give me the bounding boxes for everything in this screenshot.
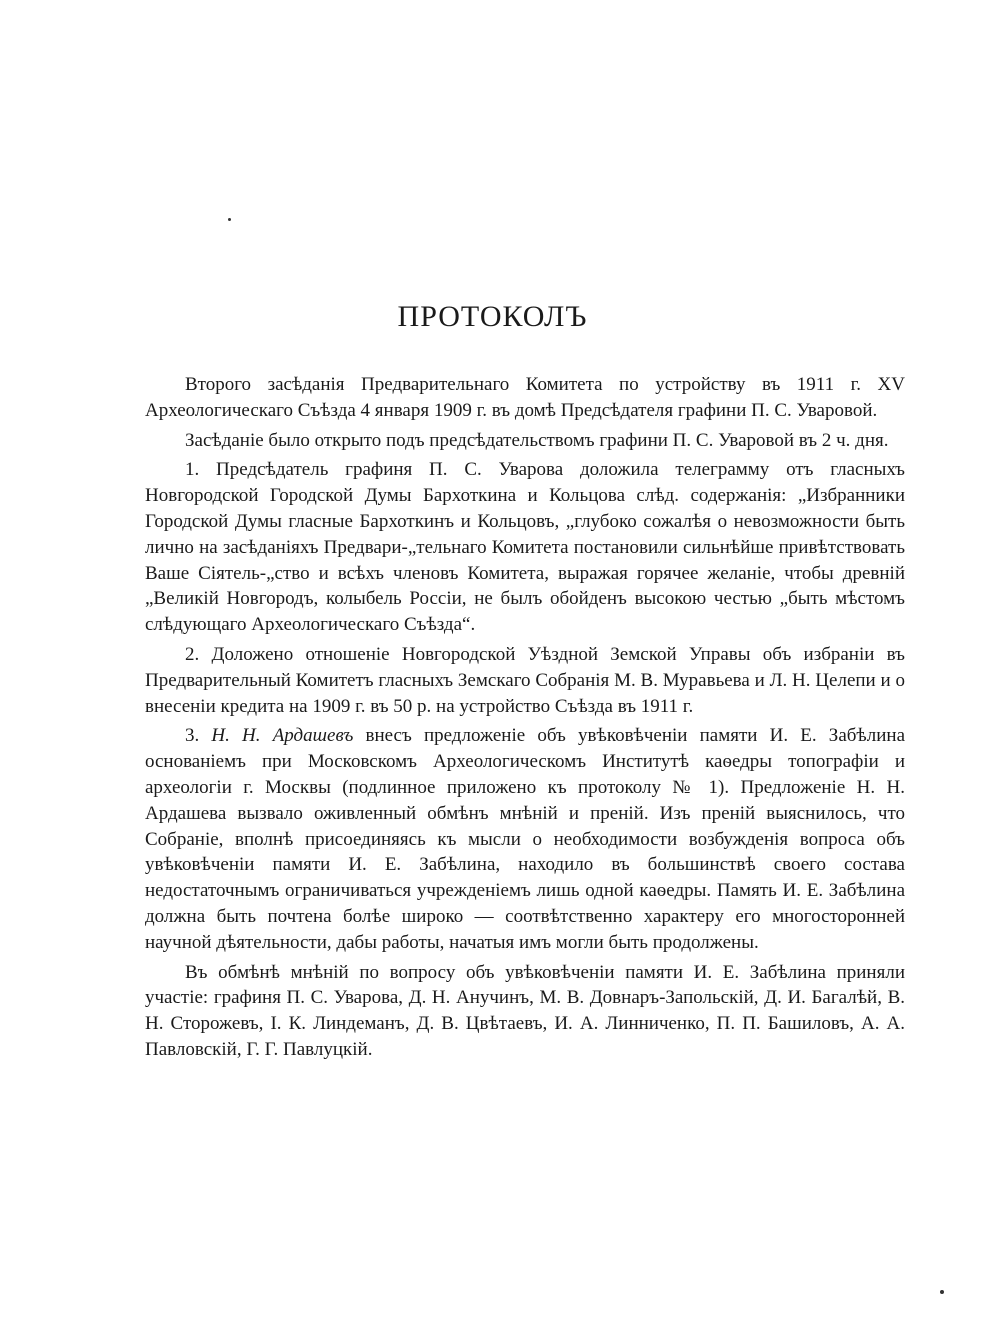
scan-speck xyxy=(940,1290,944,1294)
document-title: ПРОТОКОЛЪ xyxy=(397,300,588,333)
scan-speck xyxy=(228,218,231,221)
document-body xyxy=(145,372,905,1067)
paragraph-item-2: 2. Доложено отношеніе Новгородской Уѣздной Земской Управы объ избраніи въ Предварительный Комитетъ гласныхъ Земскаго Собранія М. В. Муравьева и Л. Н. Целепи и о внесеніи кредита на 1909 г. въ 50 р. на устройство Съѣзда въ 1911 г. xyxy=(145,643,905,717)
paragraph-item-1: 1. Предсѣдатель графиня П. С. Уварова доложила телеграмму отъ гласныхъ Новгородской Городской Думы Бархоткина и Кольцова слѣд. содержанія: „Избранники Городской Думы гласные Бархоткинъ и Кольцовъ, „глубоко сожалѣя о невозможности быть лично на засѣданіяхъ Предвари-„тельнаго Комитета постановили сильнѣйше привѣтствовать Ваше Сіятель-„ство и всѣхъ членовъ Комитета, выражая горячее желаніе, чтобы древній „Великій Новгородъ, колыбель Россіи, не былъ обойденъ высокою честью „быть мѣстомъ слѣдующаго Археологическаго Съѣзда“. xyxy=(145,459,905,636)
paragraph-heading: Второго засѣданія Предварительнаго Комитета по устройству въ 1911 г. XV Археологическаго Съѣзда 4 января 1909 г. въ домѣ Предсѣдателя графини П. С. Уваровой. xyxy=(145,374,905,421)
paragraph-participants: Въ обмѣнѣ мнѣній по вопросу объ увѣковѣченіи памяти И. Е. Забѣлина приняли участіе: графиня П. С. Уварова, Д. Н. Анучинъ, М. В. Довнаръ-Запольскій, Д. И. Багалѣй, В. Н. Сторожевъ, І. К. Линдеманъ, Д. В. Цвѣтаевъ, И. А. Линниченко, П. П. Башиловъ, А. А. Павловскій, Г. Г. Павлуцкій. xyxy=(145,961,905,1060)
paragraph-opening: Засѣданіе было открыто подъ предсѣдательствомъ графини П. С. Уваровой въ 2 ч. дня. xyxy=(185,429,889,451)
paragraph-item-3 xyxy=(145,723,905,955)
item-3-number: 3. xyxy=(185,725,200,747)
item-3-speaker-name: Н. Н. Ардашевъ xyxy=(211,725,354,747)
item-3-text: внесъ предложеніе объ увѣковѣченіи памяти И. Е. Забѣлина основаніемъ при Московскомъ Археологическомъ Институтѣ каѳедры топографіи и археологіи г. Москвы (подлинное приложено къ протоколу № 1). Предложеніе Н. Н. Ардашева вызвало оживленный обмѣнъ мнѣній и преній. Изъ преній выяснилось, что Собраніе, вполнѣ присоединяясь къ мысли о необходимости возбужденія вопроса объ увѣковѣченіи памяти И. Е. Забѣлина, находило въ большинствѣ своего состава недостаточнымъ ограничиваться учрежденіемъ лишь одной каѳедры. Память И. Е. Забѣлина должна быть почтена болѣе широко — соотвѣтственно характеру его многосторонней научной дѣятельности, дабы работы, начатыя имъ могли быть продолжены. xyxy=(145,725,905,953)
